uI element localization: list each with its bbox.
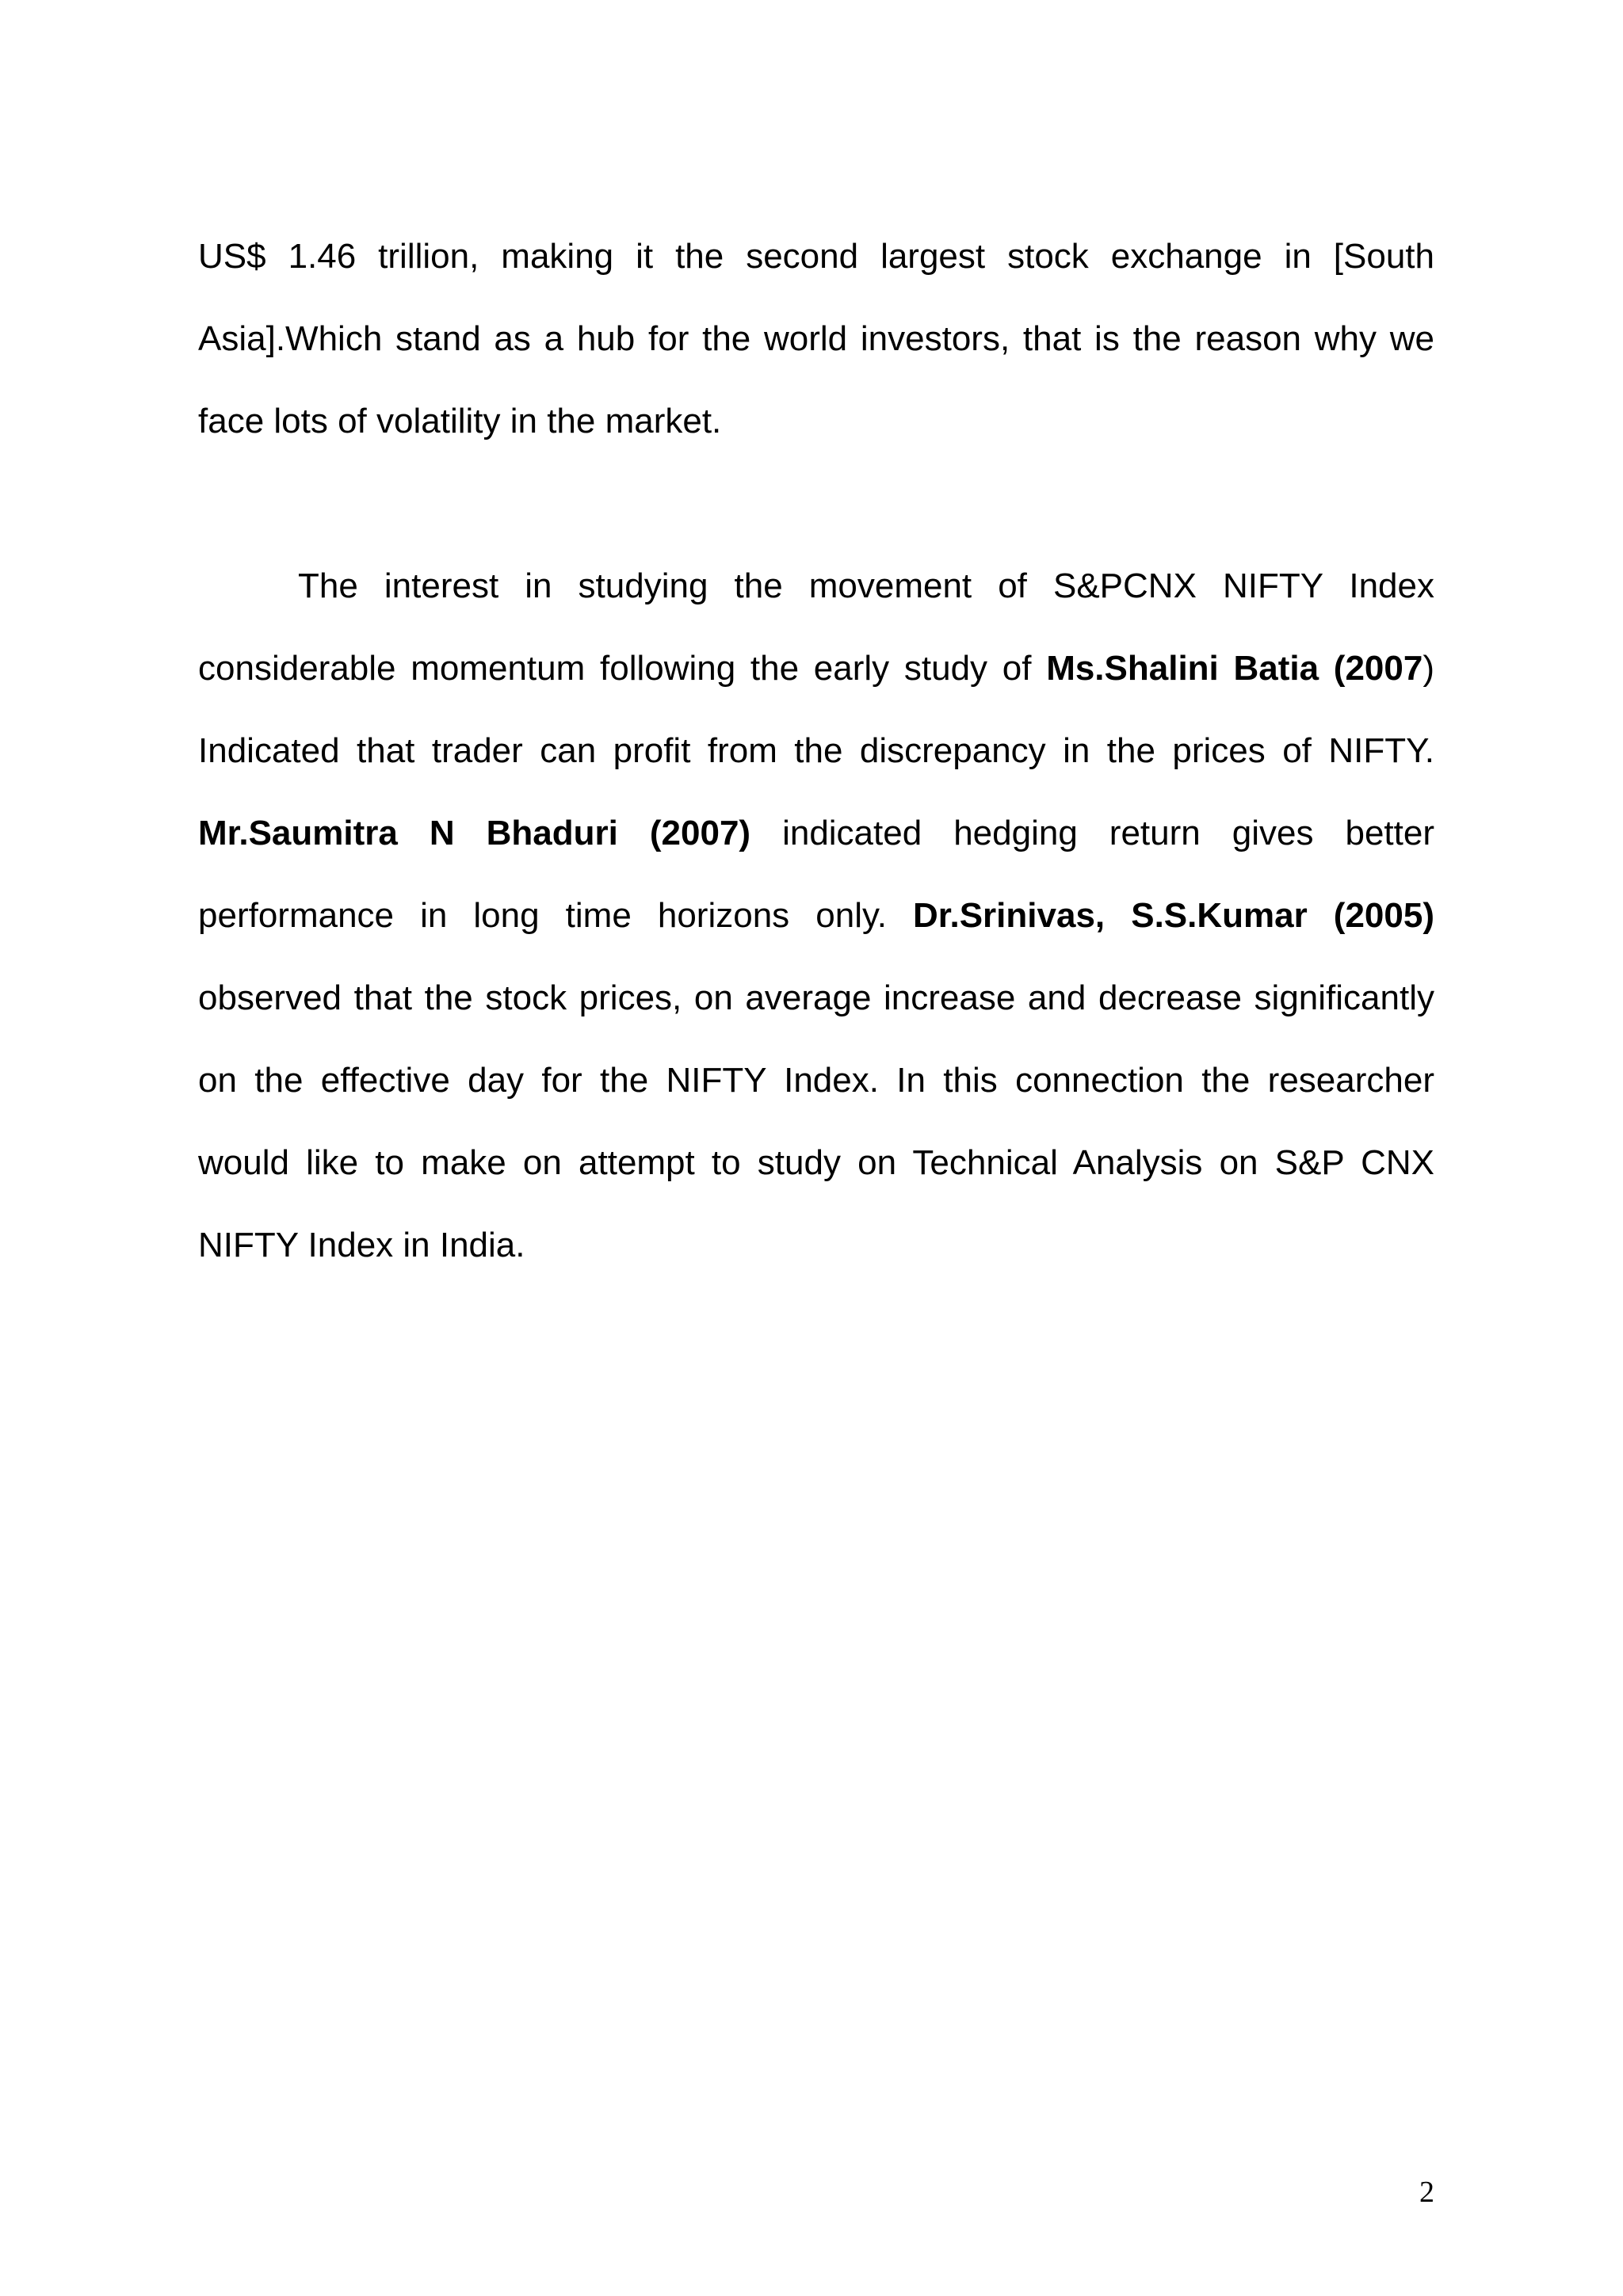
paragraph-2-after-citation-1: ) Indicated that trader can profit from the discrepancy in the prices of NIFTY. <box>198 649 1434 770</box>
paragraph-2-text <box>198 545 1434 1287</box>
paragraph-2-intro: The interest in studying the movement of S&PCNX NIFTY Index considerable momentum following the early study of <box>198 566 1434 688</box>
citation-srinivas-kumar: Dr.Srinivas, S.S.Kumar (2005) <box>913 896 1434 935</box>
paragraph-2 <box>198 545 1434 1287</box>
paragraph-1-text: US$ 1.46 trillion, making it the second largest stock exchange in [South Asia].Which stand as a hub for the world investors, that is the reason why we face lots of volatility in the market. <box>198 237 1434 441</box>
citation-shalini-batia: Ms.Shalini Batia (2007 <box>1046 649 1423 688</box>
paragraph-2-conclusion: observed that the stock prices, on average increase and decrease significantly on the effective day for the NIFTY Index. In this connection the researcher would like to make on attempt to study on Technical Analysis on S&P CNX NIFTY Index in India. <box>198 978 1434 1264</box>
page-number: 2 <box>1419 2176 1434 2209</box>
paragraph-1 <box>198 215 1434 463</box>
paragraph-2-after-citation-2: indicated hedging return gives better performance in long time horizons only. <box>198 814 1434 935</box>
citation-saumitra-bhaduri: Mr.Saumitra N Bhaduri (2007) <box>198 814 751 852</box>
